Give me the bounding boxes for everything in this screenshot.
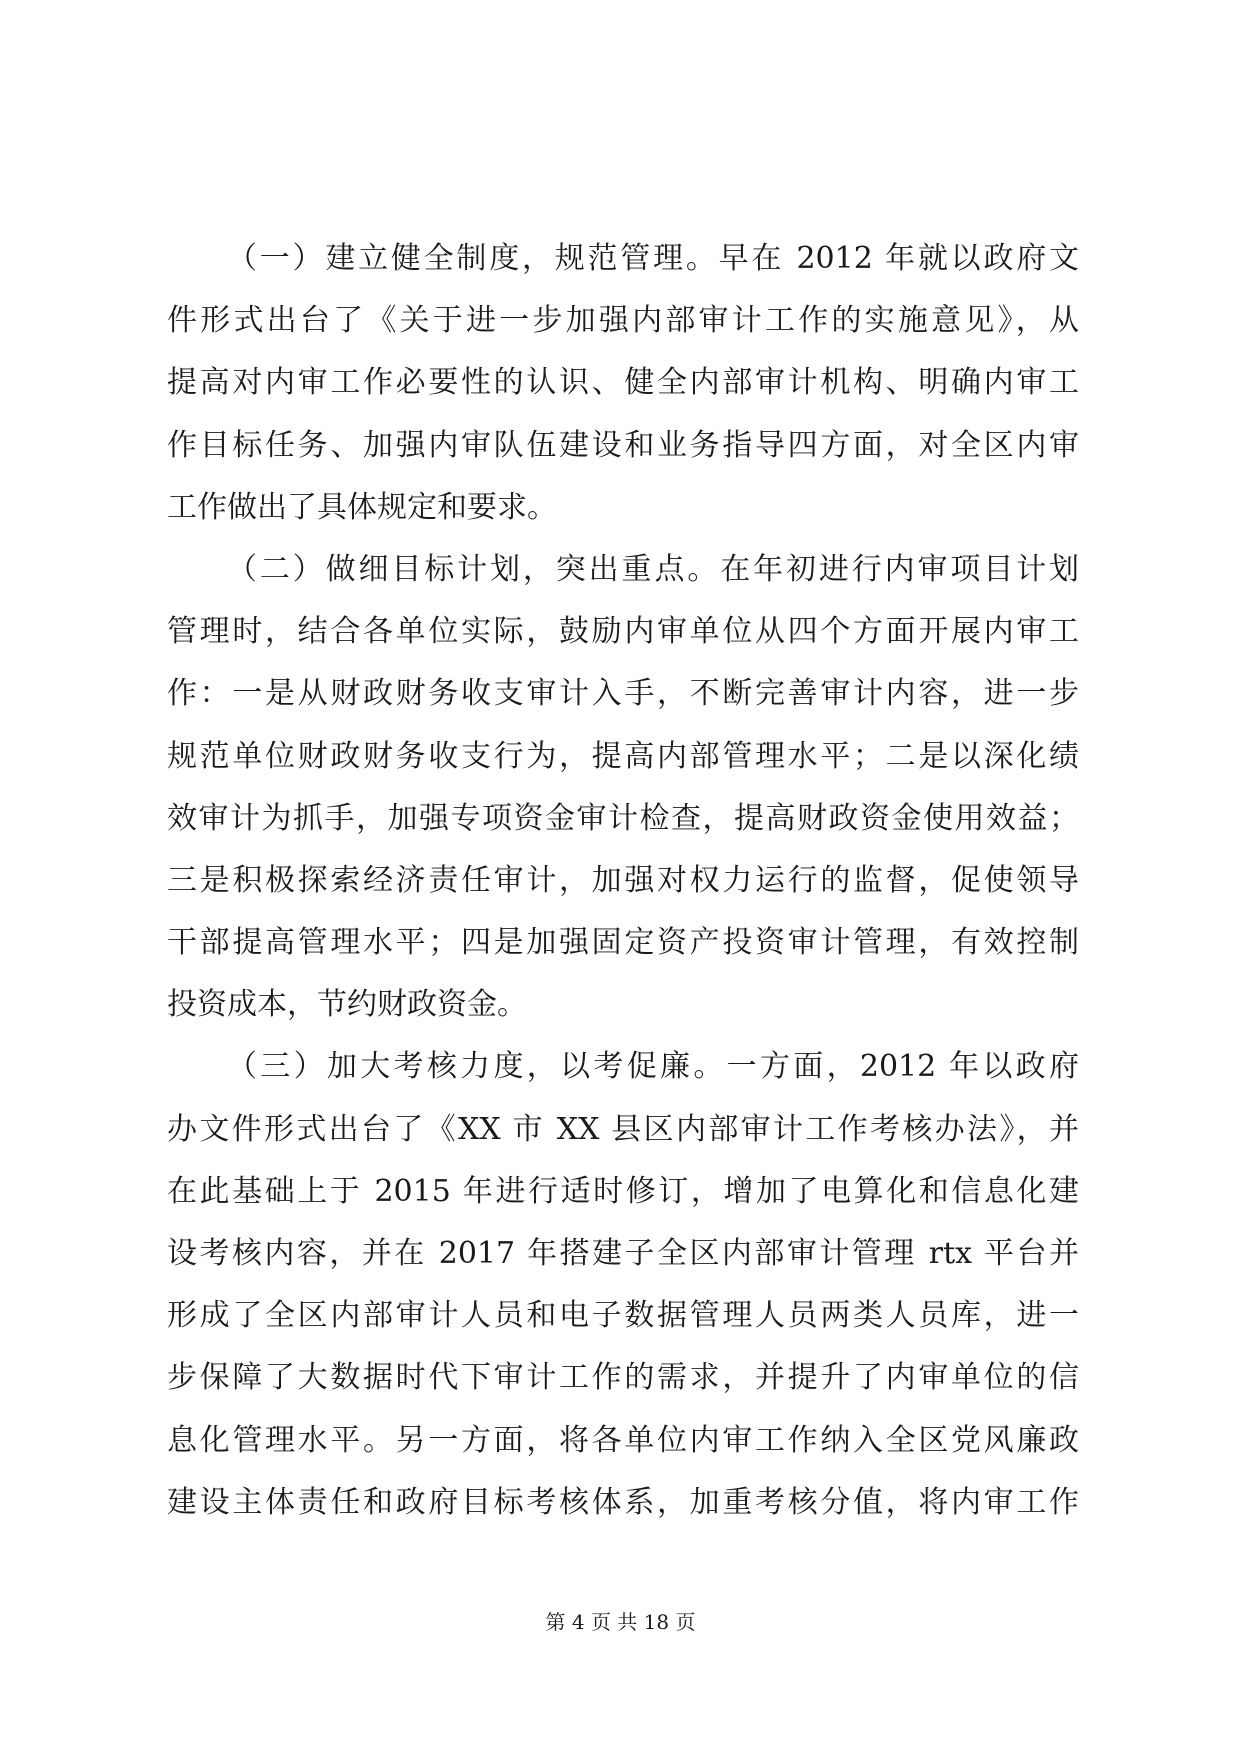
page-number-footer: 第 4 页 共 18 页 [545,1610,696,1634]
text-line: 三是积极探索经济责任审计，加强对权力运行的监督，促使领导 [167,862,1079,898]
text-line: 作目标任务、加强内审队伍建设和业务指导四方面，对全区内审 [167,427,1079,463]
text-line: 在此基础上于 2015 年进行适时修订，增加了电算化和信息化建 [167,1173,1079,1209]
text-line: 息化管理水平。另一方面，将各单位内审工作纳入全区党风廉政 [167,1422,1079,1458]
text-line: （三）加大考核力度，以考促廉。一方面，2012 年以政府 [227,1049,1079,1085]
paragraph-1 [167,228,1079,539]
text-line: 作：一是从财政财务收支审计入手，不断完善审计内容，进一步 [167,676,1079,712]
document-body [167,228,1079,1534]
text-line: 件形式出台了《关于进一步加强内部审计工作的实施意见》，从 [167,303,1079,339]
text-line: 步保障了大数据时代下审计工作的需求，并提升了内审单位的信 [167,1360,1079,1396]
text-line: 建设主体责任和政府目标考核体系，加重考核分值，将内审工作 [167,1484,1079,1520]
text-line: 工作做出了具体规定和要求。 [167,489,557,525]
text-line: 效审计为抓手，加强专项资金审计检查，提高财政资金使用效益； [167,800,1079,836]
text-line: （二）做细目标计划，突出重点。在年初进行内审项目计划 [227,551,1079,587]
text-line: 投资成本，节约财政资金。 [167,987,527,1023]
text-line: （一）建立健全制度，规范管理。早在 2012 年就以政府文 [227,241,1079,276]
text-line: 干部提高管理水平；四是加强固定资产投资审计管理，有效控制 [167,925,1079,961]
text-line: 规范单位财政财务收支行为，提高内部管理水平；二是以深化绩 [167,738,1079,774]
text-line: 提高对内审工作必要性的认识、健全内部审计机构、明确内审工 [167,365,1079,401]
paragraph-2 [167,539,1079,1037]
text-line: 办文件形式出台了《XX 市 XX 县区内部审计工作考核办法》，并 [167,1111,1079,1147]
text-line: 设考核内容，并在 2017 年搭建子全区内部审计管理 rtx 平台并 [167,1236,1079,1271]
text-line: 管理时，结合各单位实际，鼓励内审单位从四个方面开展内审工 [167,614,1079,650]
paragraph-3 [167,1036,1079,1534]
text-line: 形成了全区内部审计人员和电子数据管理人员两类人员库，进一 [167,1298,1079,1334]
